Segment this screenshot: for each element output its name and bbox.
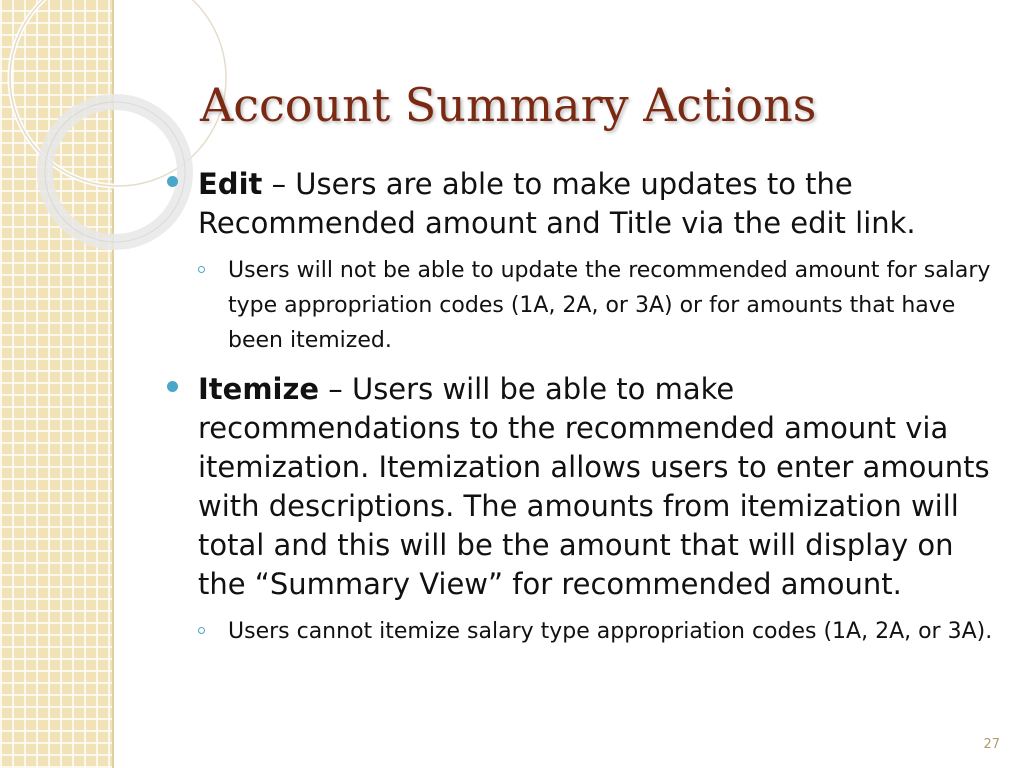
bullet-dot-icon (167, 176, 178, 187)
bullet-text: – Users are able to make updates to the Recommended amount and Title via the edit link. (198, 167, 916, 240)
sub-bullet-edit (228, 253, 1000, 358)
sub-bullet-itemize (228, 614, 1000, 649)
sub-bullet-text: Users cannot itemize salary type appropriation codes (1A, 2A, or 3A). (228, 619, 993, 644)
bullet-itemize (160, 370, 1000, 604)
sub-bullet-ring-icon (198, 627, 205, 634)
bullet-term: Itemize (198, 372, 320, 406)
bullet-edit (160, 165, 1000, 243)
slide-content (160, 165, 1000, 661)
bullet-text: – Users will be able to make recommendations to the recommended amount via itemization. Itemization allows users to enter amounts with descriptions. The amounts from itemization will total and this will be the amount that will display on the “Summary View” for recommended amount. (198, 372, 990, 601)
sub-bullet-ring-icon (198, 266, 205, 273)
page-number: 27 (983, 737, 1000, 752)
bullet-dot-icon (167, 381, 178, 392)
sub-bullet-text: Users will not be able to update the recommended amount for salary type appropriation codes (1A, 2A, or 3A) or for amounts that have been itemized. (228, 258, 991, 353)
slide-title: Account Summary Actions (200, 78, 817, 132)
bullet-term: Edit (198, 167, 263, 201)
